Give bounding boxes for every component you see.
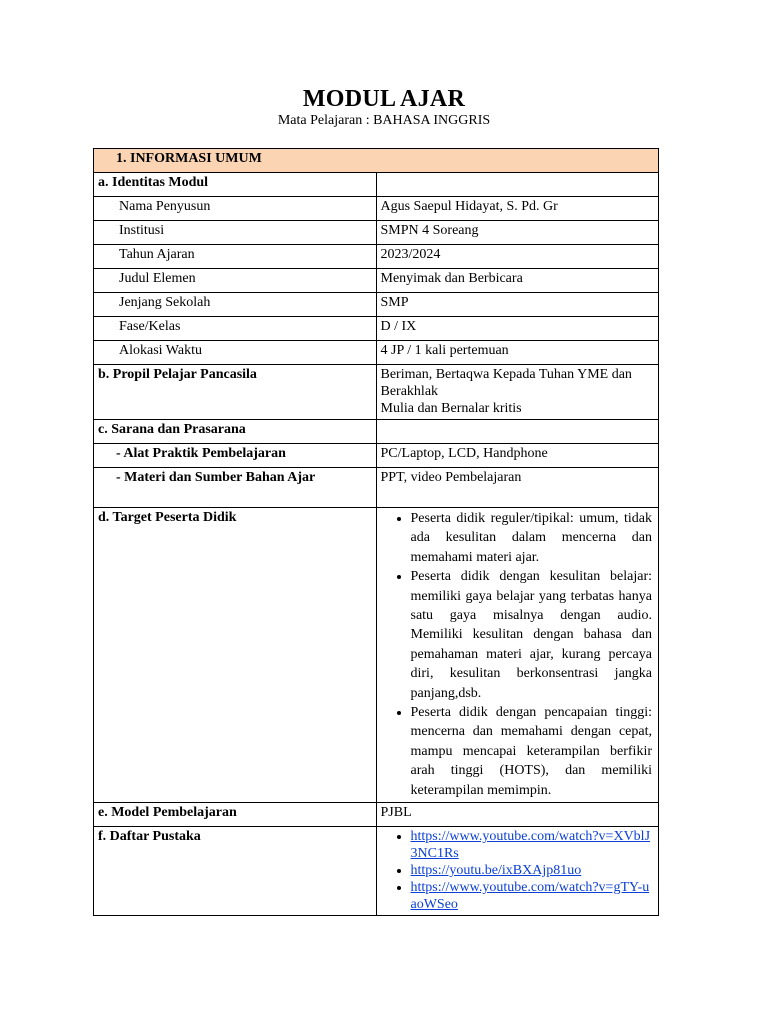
- row-label: Fase/Kelas: [94, 317, 377, 341]
- row-value: 2023/2024: [376, 245, 659, 269]
- reference-link[interactable]: https://www.youtube.com/watch?v=XVblJ3NC1Rs: [410, 829, 651, 862]
- reference-link[interactable]: https://www.youtube.com/watch?v=gTY-uaoWSeo: [410, 880, 650, 913]
- row-label: Institusi: [94, 221, 377, 245]
- alat-label: - Alat Praktik Pembelajaran: [94, 444, 377, 468]
- table-row: [94, 221, 659, 245]
- row-value: SMP: [376, 293, 659, 317]
- materi-row: [94, 468, 659, 508]
- row-label: Nama Penyusun: [94, 197, 377, 221]
- row-label: Judul Elemen: [94, 269, 377, 293]
- list-item: [411, 862, 655, 879]
- target-row: [94, 508, 659, 803]
- materi-value: PPT, video Pembelajaran: [376, 468, 659, 508]
- table-row: [94, 245, 659, 269]
- modul-table: [93, 148, 659, 916]
- list-item: [411, 828, 655, 862]
- sarana-row: [94, 420, 659, 444]
- pustaka-value: [376, 827, 659, 916]
- sarana-value: [376, 420, 659, 444]
- alat-value: PC/Laptop, LCD, Handphone: [376, 444, 659, 468]
- sarana-label: c. Sarana dan Prasarana: [94, 420, 377, 444]
- document-title: MODUL AJAR: [302, 86, 466, 112]
- list-item: • Peserta didik dengan kesulitan belajar: memiliki gaya belajar yang terbatas hanya satu gaya misalnya dengan audio. Memiliki kesulitan dengan bahasa dan pemahaman materi ajar, kurang percaya diri, kesulitan berkonsentrasi jangka panjang,dsb.: [411, 567, 655, 703]
- table-row: [94, 341, 659, 365]
- row-value: Agus Saepul Hidayat, S. Pd. Gr: [376, 197, 659, 221]
- profil-row: [94, 365, 659, 420]
- row-value: 4 JP / 1 kali pertemuan: [376, 341, 659, 365]
- identitas-value: [376, 173, 659, 197]
- document-subtitle: Mata Pelajaran : BAHASA INGGRIS: [277, 113, 491, 128]
- identitas-row: [94, 173, 659, 197]
- alat-row: [94, 444, 659, 468]
- pustaka-label: f. Daftar Pustaka: [94, 827, 377, 916]
- pustaka-row: [94, 827, 659, 916]
- list-item: • Peserta didik reguler/tipikal: umum, tidak ada kesulitan dalam mencerna dan memahami materi ajar.: [411, 509, 655, 567]
- target-list: [381, 509, 655, 800]
- target-label: d. Target Peserta Didik: [94, 508, 377, 803]
- row-label: Alokasi Waktu: [94, 341, 377, 365]
- model-value: PJBL: [376, 803, 659, 827]
- materi-label: - Materi dan Sumber Bahan Ajar: [94, 468, 377, 508]
- model-label: e. Model Pembelajaran: [94, 803, 377, 827]
- profil-line: Beriman, Bertaqwa Kepada Tuhan YME dan: [380, 367, 632, 382]
- model-row: [94, 803, 659, 827]
- list-item: • Peserta didik dengan pencapaian tinggi: mencerna dan memahami dengan cepat, mampu mencapai keterampilan berfikir arah tinggi (HOTS), dan memiliki keterampilan memimpin.: [411, 703, 655, 800]
- table-row: [94, 269, 659, 293]
- section-heading: 1. INFORMASI UMUM: [94, 149, 659, 173]
- identitas-label: a. Identitas Modul: [94, 173, 377, 197]
- table-row: [94, 293, 659, 317]
- profil-label: b. Propil Pelajar Pancasila: [94, 365, 377, 420]
- table-row: [94, 317, 659, 341]
- profil-value: [376, 365, 659, 420]
- row-label: Tahun Ajaran: [94, 245, 377, 269]
- list-item: [411, 879, 655, 913]
- reference-link[interactable]: https://youtu.be/ixBXAjp81uo: [410, 863, 582, 879]
- row-value: D / IX: [376, 317, 659, 341]
- pustaka-list: [381, 828, 655, 913]
- profil-line: Berakhlak: [380, 384, 439, 399]
- section-header-row: [94, 149, 659, 173]
- target-value: [376, 508, 659, 803]
- row-label: Jenjang Sekolah: [94, 293, 377, 317]
- profil-line: Mulia dan Bernalar kritis: [380, 401, 522, 416]
- row-value: SMPN 4 Soreang: [376, 221, 659, 245]
- table-row: [94, 197, 659, 221]
- row-value: Menyimak dan Berbicara: [376, 269, 659, 293]
